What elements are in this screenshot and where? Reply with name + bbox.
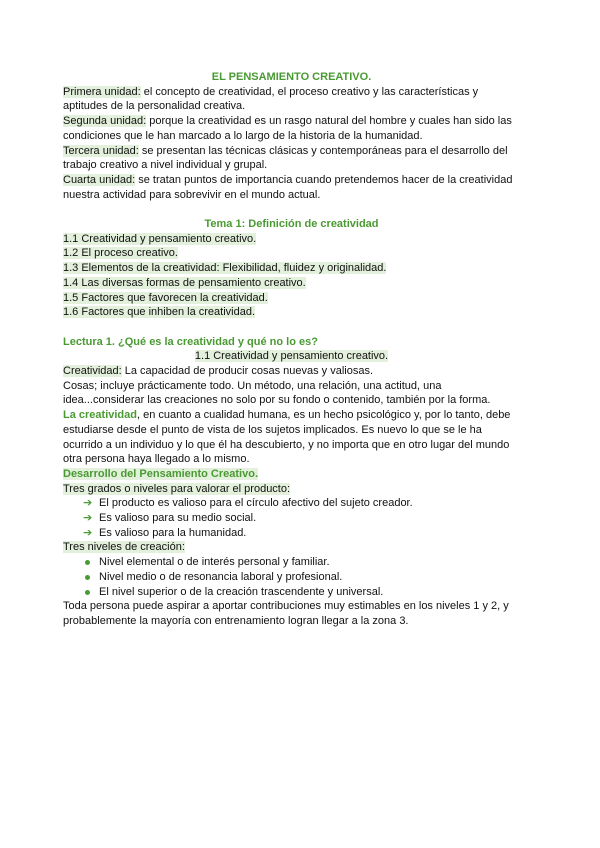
tema-item: 1.4 Las diversas formas de pensamiento creativo.	[63, 276, 306, 289]
creatividad-paragraph: La creatividad, en cuanto a cualidad humana, es un hecho psicológico y, por lo tanto, debe estudiarse desde el punto de vista de los sujetos implicados. Es nuevo lo que se le ha ocurrido a un individuo y lo que él ha descubierto, y no importa que en otro lugar del mundo otra persona haya llegado a lo mismo.	[63, 409, 511, 466]
spacer	[63, 320, 520, 335]
creatividad-label: La creatividad	[63, 409, 137, 422]
closing-paragraph: Toda persona puede aspirar a aportar contribuciones muy estimables en los niveles 1 y 2, y probablemente la mayoría con entrenamiento logran llegar a la zona 3.	[63, 600, 509, 627]
tema-item: 1.5 Factores que favorecen la creatividad.	[63, 291, 268, 304]
tema-item: 1.2 El proceso creativo.	[63, 247, 178, 260]
unit-label: Primera unidad:	[63, 85, 141, 98]
list-item: Nivel medio o de resonancia laboral y profesional.	[63, 570, 520, 585]
unit-label: Cuarta unidad:	[63, 173, 136, 186]
grados-label: Tres grados o niveles para valorar el producto:	[63, 482, 291, 495]
list-item: ➔ Es valioso para la humanidad.	[83, 526, 247, 539]
unit-text: se tratan puntos de importancia cuando pretendemos hacer de la creatividad nuestra actividad para sobrevivir en el mundo actual.	[63, 173, 513, 201]
bullet-icon	[85, 590, 90, 595]
arrow-icon: ➔	[83, 526, 93, 539]
unit-label: Tercera unidad:	[63, 144, 139, 157]
unit-label: Segunda unidad:	[63, 115, 147, 128]
list-item: ➔ Es valioso para su medio social.	[83, 512, 257, 525]
definition-label: Creatividad:	[63, 365, 122, 378]
document-title: EL PENSAMIENTO CREATIVO.	[211, 71, 372, 83]
list-item: Nivel elemental o de interés personal y familiar.	[63, 555, 520, 570]
cosas-line: idea...considerar las creaciones no solo por su fondo o contenido, también por la forma.	[63, 394, 491, 407]
niveles-label: Tres niveles de creación:	[63, 541, 185, 554]
arrow-icon: ➔	[83, 512, 93, 525]
desarrollo-heading: Desarrollo del Pensamiento Creativo.	[63, 467, 259, 480]
tema-heading: Tema 1: Definición de creatividad	[204, 218, 379, 231]
tema-item: 1.3 Elementos de la creatividad: Flexibilidad, fluidez y originalidad.	[63, 262, 387, 275]
cosas-line: Cosas; incluye prácticamente todo. Un método, una relación, una actitud, una	[63, 379, 442, 392]
unit-text: se presentan las técnicas clásicas y contemporáneas para el desarrollo del trabajo creativo a nivel individual y grupal.	[63, 144, 508, 172]
unit-paragraph	[63, 144, 520, 173]
unit-paragraph	[63, 173, 520, 202]
tema-item: 1.1 Creatividad y pensamiento creativo.	[63, 232, 257, 245]
unit-text: el concepto de creatividad, el proceso creativo y las características y aptitudes de la personalidad creativa.	[63, 85, 479, 113]
list-item: El nivel superior o de la creación trascendente y universal.	[63, 585, 520, 600]
bullet-icon	[85, 560, 90, 565]
lectura-heading: Lectura 1. ¿Qué es la creatividad y qué no lo es?	[63, 335, 318, 348]
definition-paragraph: Creatividad: La capacidad de producir cosas nuevas y valiosas.	[63, 365, 374, 378]
bullet-icon	[85, 575, 90, 580]
spacer	[63, 202, 520, 217]
unit-text: porque la creatividad es un rasgo natural del hombre y cuales han sido las condiciones que le han marcado a lo largo de la historia de la humanidad.	[63, 115, 512, 142]
unit-paragraph	[63, 114, 520, 143]
arrow-icon: ➔	[83, 497, 93, 510]
unit-paragraph	[63, 85, 520, 114]
tema-item: 1.6 Factores que inhiben la creatividad.	[63, 306, 256, 319]
list-item: ➔ El producto es valioso para el círculo afectivo del sujeto creador.	[83, 497, 413, 510]
lectura-subheading: 1.1 Creatividad y pensamiento creativo.	[194, 350, 389, 363]
